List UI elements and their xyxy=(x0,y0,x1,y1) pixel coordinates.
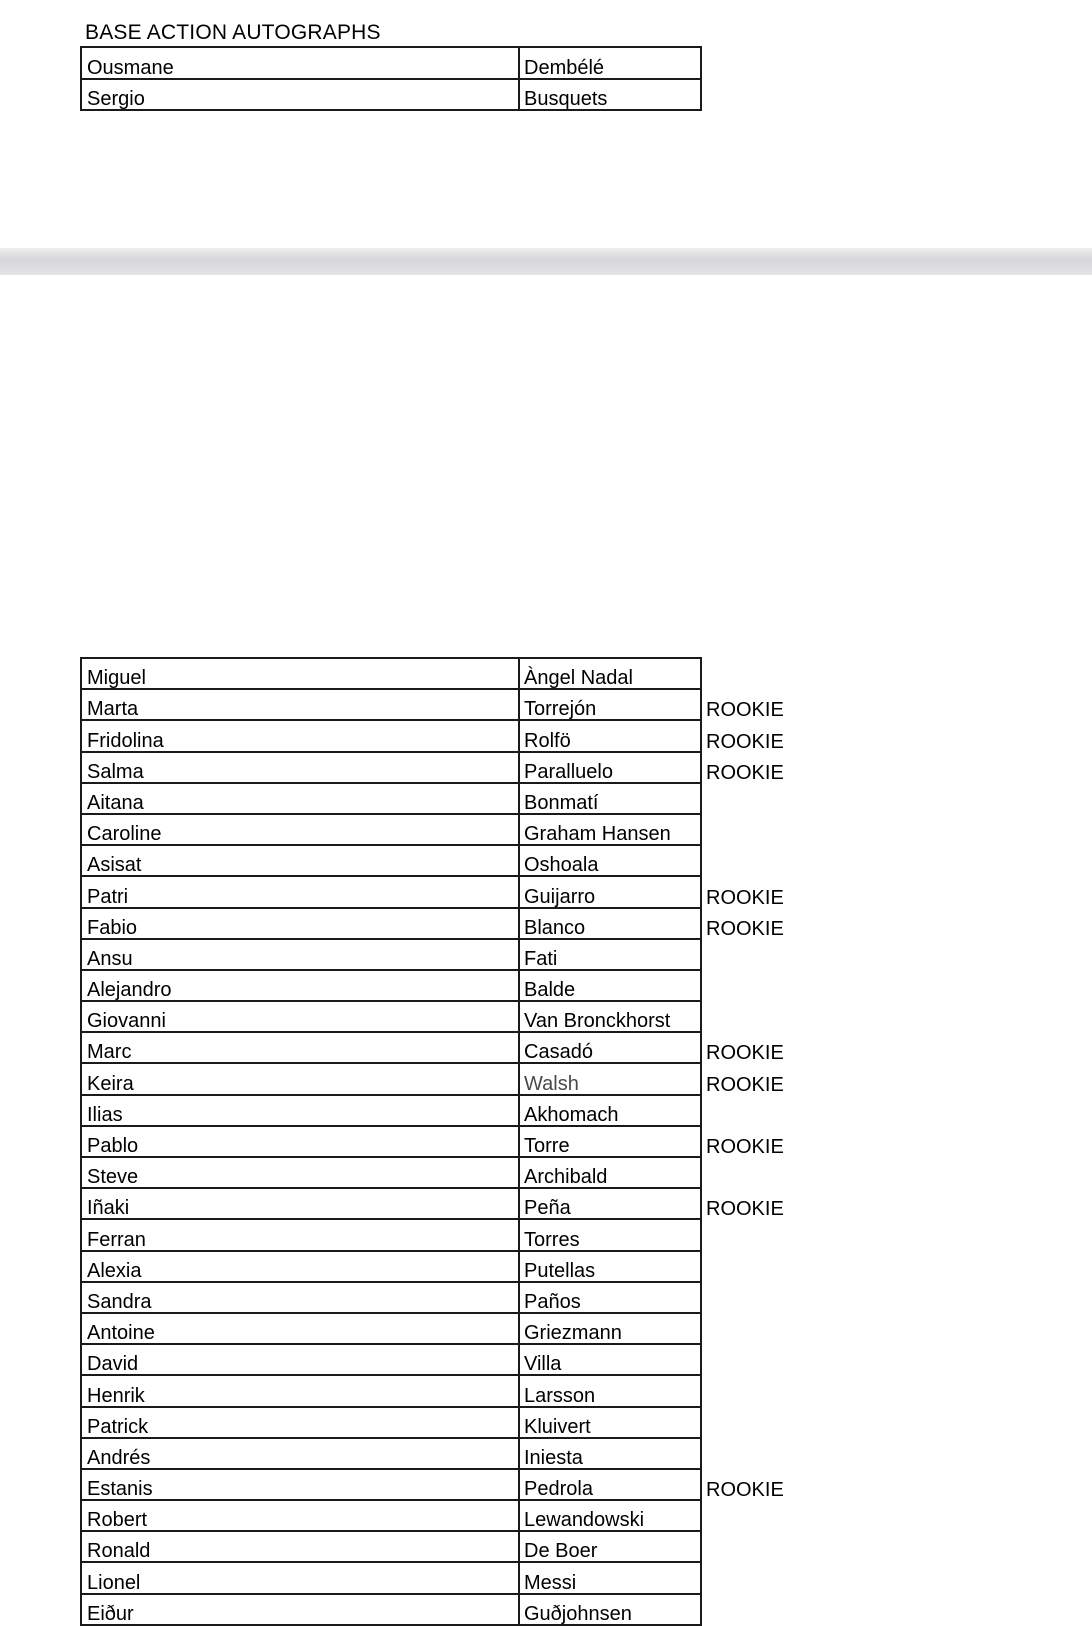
first-name-cell: Miguel xyxy=(81,658,519,689)
document-page-bottom xyxy=(0,275,1092,1625)
last-name-cell: Archibald xyxy=(519,1157,701,1188)
section-title: BASE ACTION AUTOGRAPHS xyxy=(85,21,381,44)
first-name-cell: Pablo xyxy=(81,1126,519,1157)
table-row xyxy=(81,1594,817,1625)
first-name-cell: Ousmane xyxy=(81,47,519,79)
rookie-label: ROOKIE xyxy=(706,1042,784,1065)
first-name-cell: Aitana xyxy=(81,783,519,814)
tag-cell xyxy=(701,1282,817,1313)
last-name-cell: Casadó xyxy=(519,1032,701,1063)
first-name-cell: Lionel xyxy=(81,1562,519,1593)
rookie-label: ROOKIE xyxy=(706,886,784,909)
last-name-cell: Putellas xyxy=(519,1251,701,1282)
first-name-cell: Patri xyxy=(81,876,519,907)
first-name-cell: David xyxy=(81,1344,519,1375)
table-row xyxy=(81,1562,817,1593)
rookie-label: ROOKIE xyxy=(706,1479,784,1502)
table-row xyxy=(81,1313,817,1344)
first-name-cell: Fridolina xyxy=(81,720,519,751)
table-row xyxy=(81,79,701,111)
first-name-cell: Antoine xyxy=(81,1313,519,1344)
tag-cell xyxy=(701,1407,817,1438)
rookie-label: ROOKIE xyxy=(706,1136,784,1158)
last-name-cell: Rolfö xyxy=(519,720,701,751)
first-name-cell: Patrick xyxy=(81,1407,519,1438)
table-row xyxy=(81,720,817,751)
first-name-cell: Andrés xyxy=(81,1438,519,1469)
last-name-cell: Torrejón xyxy=(519,689,701,720)
rookie-label: ROOKIE xyxy=(706,699,784,722)
last-name-cell: Graham Hansen xyxy=(519,814,701,845)
last-name-cell: Guðjohnsen xyxy=(519,1594,701,1625)
last-name-cell: Oshoala xyxy=(519,845,701,876)
table-row xyxy=(81,1375,817,1406)
last-name-cell: Blanco xyxy=(519,908,701,939)
table-row xyxy=(81,752,817,783)
last-name-cell: De Boer xyxy=(519,1531,701,1562)
first-name-cell: Asisat xyxy=(81,845,519,876)
last-name-cell: Akhomach xyxy=(519,1095,701,1126)
table-row xyxy=(81,1500,817,1531)
first-name-cell: Sergio xyxy=(81,79,519,111)
last-name-cell: Àngel Nadal xyxy=(519,658,701,689)
tag-cell xyxy=(701,1157,817,1188)
last-name-cell: Bonmatí xyxy=(519,783,701,814)
last-name-cell: Walsh xyxy=(519,1063,701,1094)
rookie-label: ROOKIE xyxy=(706,1073,784,1096)
table-row xyxy=(81,1188,817,1219)
first-name-cell: Henrik xyxy=(81,1375,519,1406)
last-name-cell: Paralluelo xyxy=(519,752,701,783)
document-page-top xyxy=(0,0,1092,248)
last-name-cell: Paños xyxy=(519,1282,701,1313)
tag-cell xyxy=(701,658,817,689)
tag-cell xyxy=(701,1219,817,1250)
first-name-cell: Marc xyxy=(81,1032,519,1063)
last-name-cell: Dembélé xyxy=(519,47,701,79)
tag-cell xyxy=(701,1562,817,1593)
first-name-cell: Alejandro xyxy=(81,970,519,1001)
rookie-label: ROOKIE xyxy=(706,730,784,753)
page-break-divider xyxy=(0,248,1092,275)
tag-cell xyxy=(701,939,817,970)
table-row xyxy=(81,1001,817,1032)
table-row xyxy=(81,1157,817,1188)
last-name-cell: Griezmann xyxy=(519,1313,701,1344)
first-name-cell: Iñaki xyxy=(81,1188,519,1219)
table-row xyxy=(81,939,817,970)
table-row xyxy=(81,1407,817,1438)
first-name-cell: Eiður xyxy=(81,1594,519,1625)
table-row xyxy=(81,658,817,689)
table-row xyxy=(81,783,817,814)
last-name-cell: Lewandowski xyxy=(519,1500,701,1531)
first-name-cell: Marta xyxy=(81,689,519,720)
table-row xyxy=(81,1063,817,1094)
first-name-cell: Keira xyxy=(81,1063,519,1094)
tag-cell xyxy=(701,1438,817,1469)
tag-cell xyxy=(701,970,817,1001)
table-row xyxy=(81,1344,817,1375)
table-row xyxy=(81,689,817,720)
last-name-cell: Guijarro xyxy=(519,876,701,907)
last-name-cell: Torre xyxy=(519,1126,701,1157)
table-row xyxy=(81,1032,817,1063)
first-name-cell: Ferran xyxy=(81,1219,519,1250)
last-name-cell: Van Bronckhorst xyxy=(519,1001,701,1032)
last-name-cell: Villa xyxy=(519,1344,701,1375)
first-name-cell: Giovanni xyxy=(81,1001,519,1032)
first-name-cell: Alexia xyxy=(81,1251,519,1282)
tag-cell xyxy=(701,1594,817,1625)
table-row xyxy=(81,1095,817,1126)
tag-cell xyxy=(701,1531,817,1562)
tag-cell xyxy=(701,814,817,845)
first-name-cell: Estanis xyxy=(81,1469,519,1500)
table-row xyxy=(81,970,817,1001)
table-row xyxy=(81,1126,817,1157)
last-name-cell: Torres xyxy=(519,1219,701,1250)
rookie-label: ROOKIE xyxy=(706,761,784,784)
tag-cell xyxy=(701,1313,817,1344)
last-name-cell: Pedrola xyxy=(519,1469,701,1500)
last-name-cell: Balde xyxy=(519,970,701,1001)
table-row xyxy=(81,1251,817,1282)
last-name-cell: Busquets xyxy=(519,79,701,111)
tag-cell xyxy=(701,1344,817,1375)
first-name-cell: Sandra xyxy=(81,1282,519,1313)
table-row xyxy=(81,1531,817,1562)
table-row xyxy=(81,1282,817,1313)
last-name-cell: Larsson xyxy=(519,1375,701,1406)
rookie-label: ROOKIE xyxy=(706,1198,784,1221)
table-row xyxy=(81,814,817,845)
table-row xyxy=(81,876,817,907)
last-name-cell: Messi xyxy=(519,1562,701,1593)
first-name-cell: Fabio xyxy=(81,908,519,939)
tag-cell xyxy=(701,1251,817,1282)
first-name-cell: Ilias xyxy=(81,1095,519,1126)
autograph-checklist-table xyxy=(80,657,818,1626)
last-name-cell: Iniesta xyxy=(519,1438,701,1469)
table-row xyxy=(81,1438,817,1469)
table-row xyxy=(81,1219,817,1250)
table-row xyxy=(81,908,817,939)
rookie-label: ROOKIE xyxy=(706,917,784,940)
last-name-cell: Kluivert xyxy=(519,1407,701,1438)
base-action-autographs-table xyxy=(80,46,702,111)
first-name-cell: Steve xyxy=(81,1157,519,1188)
first-name-cell: Salma xyxy=(81,752,519,783)
tag-cell xyxy=(701,1500,817,1531)
tag-cell xyxy=(701,1095,817,1126)
table-row xyxy=(81,1469,817,1500)
first-name-cell: Caroline xyxy=(81,814,519,845)
first-name-cell: Robert xyxy=(81,1500,519,1531)
table-row xyxy=(81,845,817,876)
first-name-cell: Ronald xyxy=(81,1531,519,1562)
last-name-cell: Peña xyxy=(519,1188,701,1219)
tag-cell xyxy=(701,1001,817,1032)
tag-cell xyxy=(701,1375,817,1406)
table-row xyxy=(81,47,701,79)
tag-cell xyxy=(701,845,817,876)
tag-cell xyxy=(701,783,817,814)
first-name-cell: Ansu xyxy=(81,939,519,970)
last-name-cell: Fati xyxy=(519,939,701,970)
